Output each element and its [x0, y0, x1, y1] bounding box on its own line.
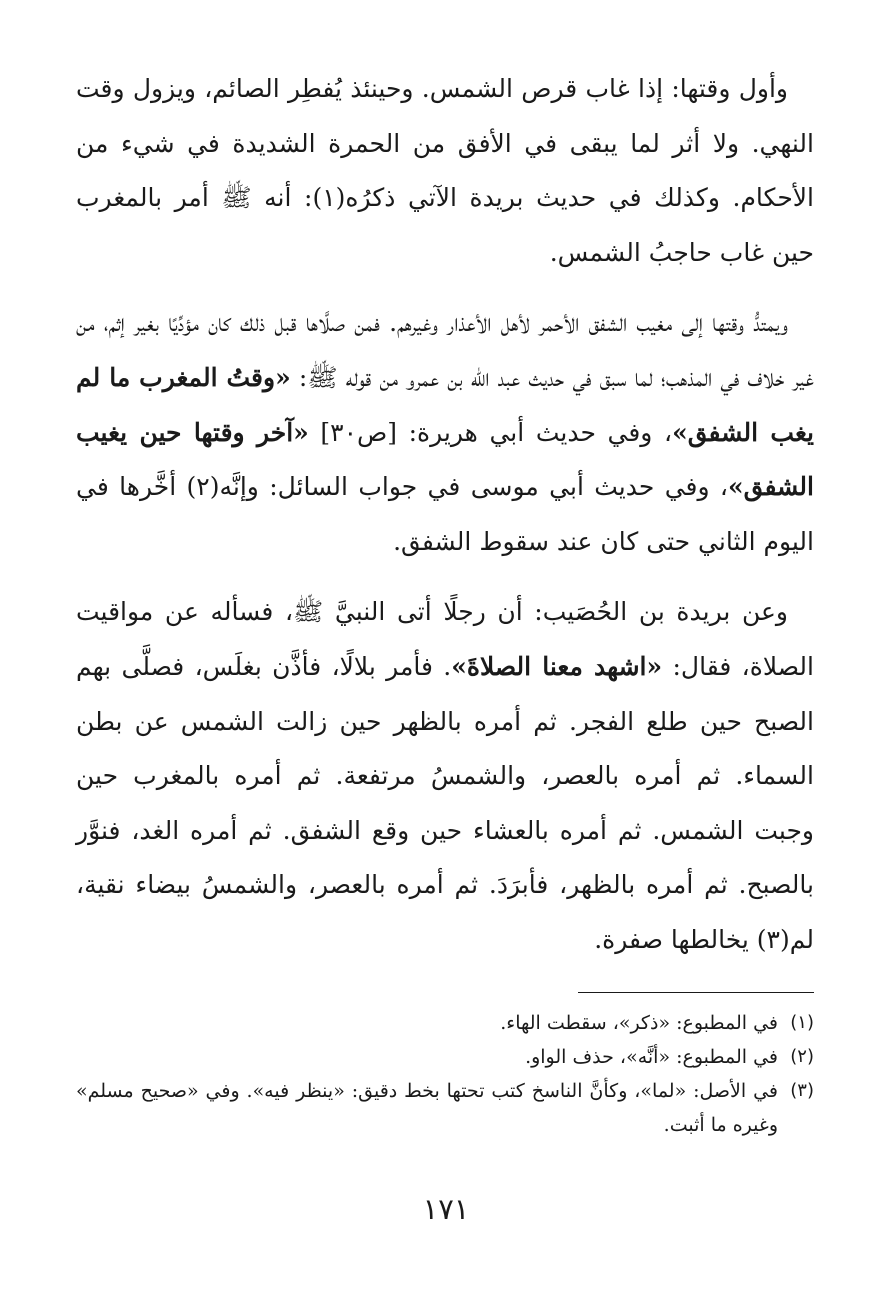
- quoted-hadith: «آخر وقتها حين يغيب الشفق»: [76, 417, 814, 502]
- text-segment: ويمتدُّ وقتها إلى مغيب الشفق الأحمر لأهل الأعذار وغيرهم. فمن صلَّاها قبل ذلك كان مؤدِّيًا بغير إثم، من غير خلاف في المذهب؛ لما سبق في حديث عبد الله بن عمرو من قوله ﷺ:: [76, 308, 815, 392]
- footnote-number: (١): [790, 1012, 814, 1033]
- footnote-1: [76, 1006, 814, 1040]
- footnote-3: [76, 1074, 814, 1142]
- footnote-text: في المطبوع: «ذكر»، سقطت الهاء.: [500, 1012, 778, 1034]
- text-segment: . فأمر بلالًا، فأذَّن بغلَس، فصلَّى بهم الصبح حين طلع الفجر. ثم أمره بالظهر حين زالت الشمس عن بطن السماء. ثم أمره بالعصر، والشمسُ مرتفعة. ثم أمره بالمغرب حين وجبت الشمس. ثم أمره بالعشاء حين وقع الشفق. ثم أمره الغد، فنوَّر بالصبح. ثم أمره بالظهر، فأبرَدَ. ثم أمره بالعصر، والشمسُ بيضاء نقية، لم(٣) يخالطها صفرة.: [76, 651, 814, 954]
- text-segment: وأول وقتها: إذا غاب قرص الشمس. وحينئذ يُفطِر الصائم، ويزول وقت النهي. ولا أثر لما يبقى في الأفق من الحمرة الشديدة في شيء من الأحكام. وكذلك في حديث بريدة الآتي ذكرُه(١): أنه ﷺ أمر بالمغرب حين غاب حاجبُ الشمس.: [76, 74, 815, 267]
- footnote-2: [76, 1040, 814, 1074]
- paragraph-1: [76, 62, 814, 280]
- page-number: ١٧١: [422, 1192, 470, 1226]
- footnote-number: (٣): [790, 1080, 814, 1101]
- footnote-text: في الأصل: «لما»، وكأنَّ الناسخ كتب تحتها بخط دقيق: «ينظر فيه». وفي «صحيح مسلم» وغيره ما أثبت.: [76, 1080, 778, 1136]
- footnote-divider: [578, 992, 814, 993]
- text-segment: وعن بريدة بن الحُصَيب: أن رجلًا أتى النبيَّ ﷺ، فسأله عن مواقيت الصلاة، فقال:: [76, 597, 814, 681]
- quoted-hadith: «اشهد معنا الصلاةَ»: [451, 651, 663, 681]
- footnote-text: في المطبوع: «أنَّه»، حذف الواو.: [525, 1046, 778, 1068]
- quoted-hadith: «وقتُ المغرب ما لم يغب الشفق»: [76, 362, 815, 447]
- footnotes: [76, 1006, 814, 1142]
- main-text: [76, 62, 814, 984]
- footnote-number: (٢): [790, 1046, 814, 1067]
- paragraph-2: [76, 296, 814, 569]
- text-segment: ، وفي حديث أبي موسى في جواب السائل: وإنَّه(٢) أخَّرها في اليوم الثاني حتى كان عند سقوط الشفق.: [76, 472, 814, 556]
- paragraph-3: [76, 585, 814, 967]
- text-segment: ، وفي حديث أبي هريرة: [ص٣٠]: [308, 417, 673, 447]
